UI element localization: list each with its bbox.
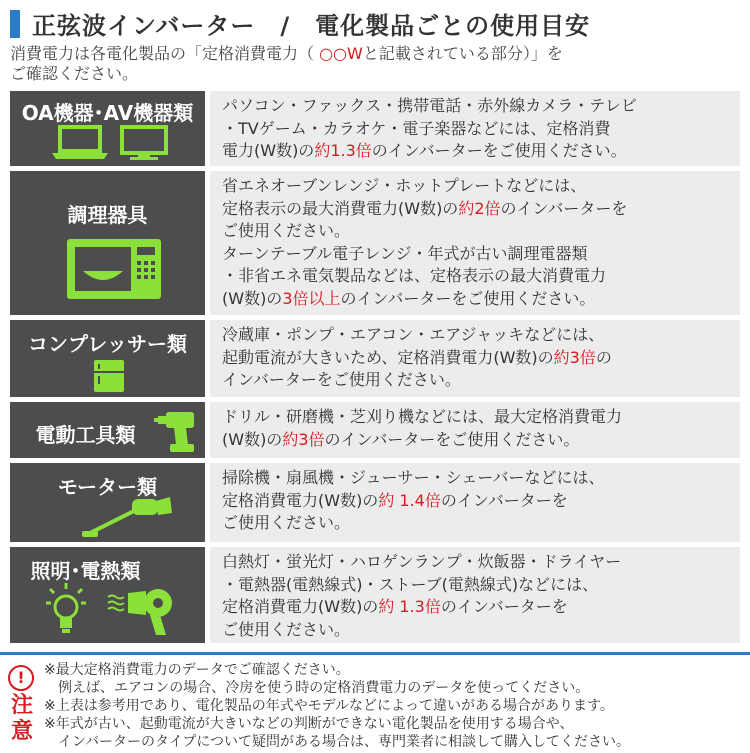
text-line: ・TVゲーム・カラオケ・電子楽器などには、定格消費: [222, 118, 611, 138]
intro-text-part: ご確認ください。: [10, 64, 139, 83]
text-line: のインバーターをご使用ください。: [371, 141, 627, 160]
warning-icon: !: [8, 665, 34, 691]
light-bulb-icon: [44, 581, 88, 637]
description-text: [210, 91, 740, 163]
microwave-icon: [65, 237, 165, 303]
category-cell: [10, 402, 205, 458]
description-cell: [210, 320, 740, 397]
refrigerator-icon: [92, 358, 126, 394]
category-label: モーター類: [57, 475, 158, 499]
row-lighting-heating: [10, 547, 740, 643]
row-motors: [10, 463, 740, 542]
description-text: [210, 171, 740, 310]
intro-highlight: ○○W: [319, 44, 363, 63]
category-cell: [10, 320, 205, 397]
text-line: ご使用ください。: [222, 221, 351, 240]
text-line: のインバーターを: [440, 597, 568, 616]
text-line: 白熱灯・蛍光灯・ハロゲンランプ・炊飯器・ドライヤー: [222, 552, 622, 571]
vacuum-cleaner-icon: [78, 493, 178, 539]
category-label: 照明･電熱類: [30, 559, 141, 583]
text-line: のインバーターを: [440, 490, 568, 510]
text-line: ドリル・研磨機・芝刈り機などには、最大定格消費電力: [222, 407, 623, 426]
text-line: ・非省エネ電気製品などは、定格表示の最大消費電力: [222, 266, 607, 285]
text-line: 定格消費電力(W数)の: [222, 597, 379, 616]
description-text: [210, 402, 740, 451]
category-cell: [10, 463, 205, 542]
note-line: ※上表は参考用であり、電化製品の年式やモデルなどによって違いがある場合があります。: [44, 698, 614, 714]
text-line: ターンテーブル電子レンジ・年式が古い調理電器類: [222, 243, 588, 263]
category-cell: [10, 91, 205, 166]
intro-text: [10, 44, 740, 84]
note-line: インバーターのタイプについて疑問がある場合は、専門業者に相談して購入してください。: [44, 734, 631, 750]
row-cooking: [10, 171, 740, 315]
text-line: 定格消費電力(W数)の: [222, 490, 379, 510]
text-line: インバーターをご使用ください。: [222, 370, 461, 389]
text-line: (W数)の: [222, 429, 283, 449]
notes-text: [44, 661, 630, 751]
text-line: 定格表示の最大消費電力(W数)の: [222, 198, 459, 218]
note-line: ※最大定格消費電力のデータでご確認ください。: [44, 662, 350, 678]
intro-text-part: 消費電力は各電化製品の「定格消費電力（: [10, 44, 320, 63]
note-line: 例えば、エアコンの場合、冷房を使う時の定格消費電力のデータを使ってください。: [44, 680, 590, 696]
text-line: (W数)の: [222, 288, 283, 308]
text-line: パソコン・ファックス・携帯電話・赤外線カメラ・テレビ: [222, 96, 637, 115]
intro-text-part: と記載されている部分: [362, 44, 523, 63]
text-line: 起動電流が大きいため、定格消費電力(W数)の: [222, 347, 554, 367]
category-label: 調理器具: [67, 203, 148, 227]
text-line: 掃除機・扇風機・ジューサー・シェーバーなどには、: [222, 468, 605, 487]
row-oa-av: [10, 91, 740, 166]
text-line: ・電熱器(電熱線式)・ストーブ(電熱線式)などには、: [222, 574, 599, 594]
text-line: のインバーターを: [500, 198, 628, 218]
description-cell: [210, 91, 740, 166]
description-cell: [210, 171, 740, 315]
multiplier-highlight: 約 1.3倍: [378, 597, 441, 616]
multiplier-highlight: 約2倍: [458, 198, 501, 218]
page-header: [10, 6, 740, 42]
caution-notes: [0, 652, 750, 753]
description-text: [210, 320, 740, 392]
text-line: のインバーターをご使用ください。: [340, 288, 596, 308]
caution-label: 注意: [10, 693, 33, 744]
row-compressor: [10, 320, 740, 397]
row-power-tools: [10, 402, 740, 458]
text-line: 電力(W数)の: [222, 141, 315, 160]
text-line: ご使用ください。: [222, 619, 351, 639]
text-line: 省エネオーブンレンジ・ホットプレートなどには、: [222, 176, 587, 195]
text-line: の: [595, 347, 612, 367]
header-accent-bar: [10, 10, 20, 38]
text-line: 冷蔵庫・ポンプ・エアコン・エアジャッキなどには、: [222, 325, 605, 344]
text-line: のインバーターをご使用ください。: [324, 429, 580, 449]
drill-icon: [152, 408, 200, 454]
multiplier-highlight: 約1.3倍: [314, 141, 372, 160]
multiplier-highlight: 約3倍: [553, 347, 596, 367]
note-line: ※年式が古い、起動電流が大きいなどの判断ができない電化製品を使用する場合や、: [44, 716, 574, 732]
multiplier-highlight: 約 1.4倍: [378, 490, 441, 510]
description-cell: [210, 463, 740, 542]
text-line: ご使用ください。: [222, 513, 351, 532]
category-label: 電動工具類: [35, 423, 136, 447]
description-text: [210, 463, 740, 535]
multiplier-highlight: 約3倍: [282, 429, 325, 449]
category-cell: [10, 171, 205, 315]
description-cell: [210, 547, 740, 643]
page-title: 正弦波インバーター / 電化製品ごとの使用目安: [32, 12, 591, 40]
category-label: OA機器･AV機器類: [21, 101, 194, 125]
description-text: [210, 547, 740, 641]
description-cell: [210, 402, 740, 458]
intro-text-part: ）」を: [522, 44, 563, 63]
category-label: コンプレッサー類: [28, 332, 187, 356]
category-cell: [10, 547, 205, 643]
hair-dryer-icon: [106, 587, 176, 637]
laptop-tv-icon: [50, 125, 170, 161]
multiplier-highlight: 3倍以上: [282, 288, 341, 308]
